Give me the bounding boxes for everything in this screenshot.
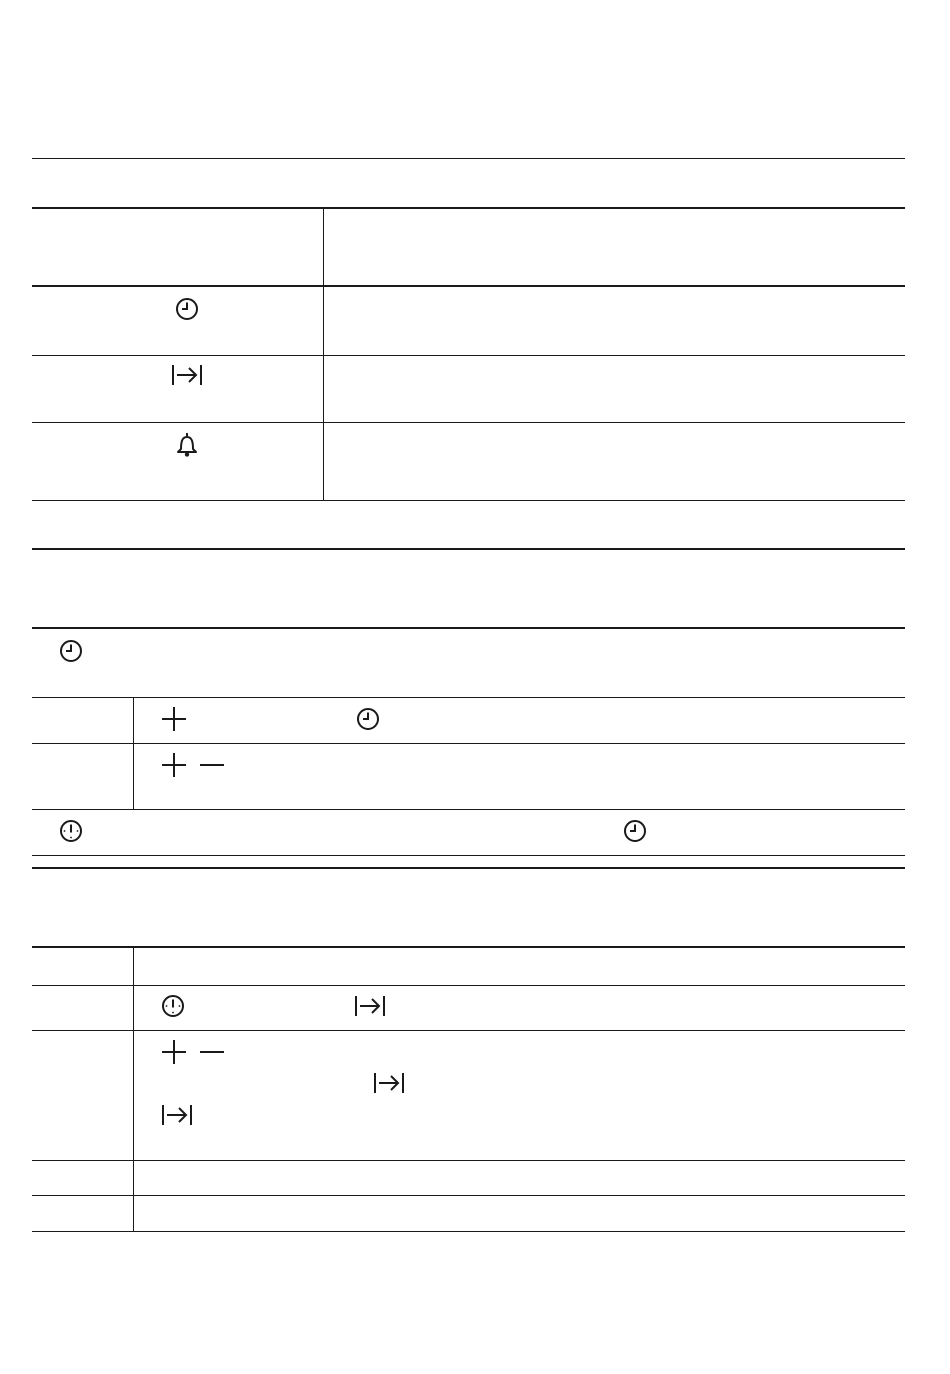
section-1-top-rule [32,158,905,159]
plus-icon [161,752,187,778]
end-time-row-rule [32,1030,905,1031]
clock-icon [356,707,380,731]
clock-icon [59,639,83,663]
end-time-row-rule [32,985,905,986]
end-time-arrow-icon [161,1103,193,1127]
power-clock-icon [161,994,185,1018]
clock-icon [175,297,199,321]
minus-icon [199,752,225,778]
clock-setting-bottom-rule [32,855,905,856]
function-table-row-rule [32,355,905,356]
end-time-arrow-icon [171,363,203,387]
plus-icon [161,1039,187,1065]
section-2-top-rule [32,548,905,550]
function-table-row-rule [32,285,905,287]
clock-setting-row-rule [32,743,905,744]
end-time-arrow-icon [354,994,386,1018]
end-time-row-rule [32,1160,905,1161]
end-time-header-rule [32,946,905,948]
clock-setting-header-rule [32,627,905,629]
end-time-arrow-icon [373,1071,405,1095]
clock-setting-row-rule [32,697,905,698]
clock-icon [623,819,647,843]
end-time-row-rule [32,1195,905,1196]
minus-icon [199,1039,225,1065]
power-clock-icon [59,819,83,843]
clock-setting-step-divider [133,698,134,809]
function-table-bottom-rule [32,500,905,501]
end-time-step-divider [133,947,134,1231]
plus-icon [161,706,187,732]
end-time-bottom-rule [32,1231,905,1232]
section-3-top-rule [32,867,905,869]
clock-setting-row-rule [32,809,905,810]
function-table-header-rule [32,207,905,209]
bell-icon [175,432,199,458]
function-table-row-rule [32,422,905,423]
